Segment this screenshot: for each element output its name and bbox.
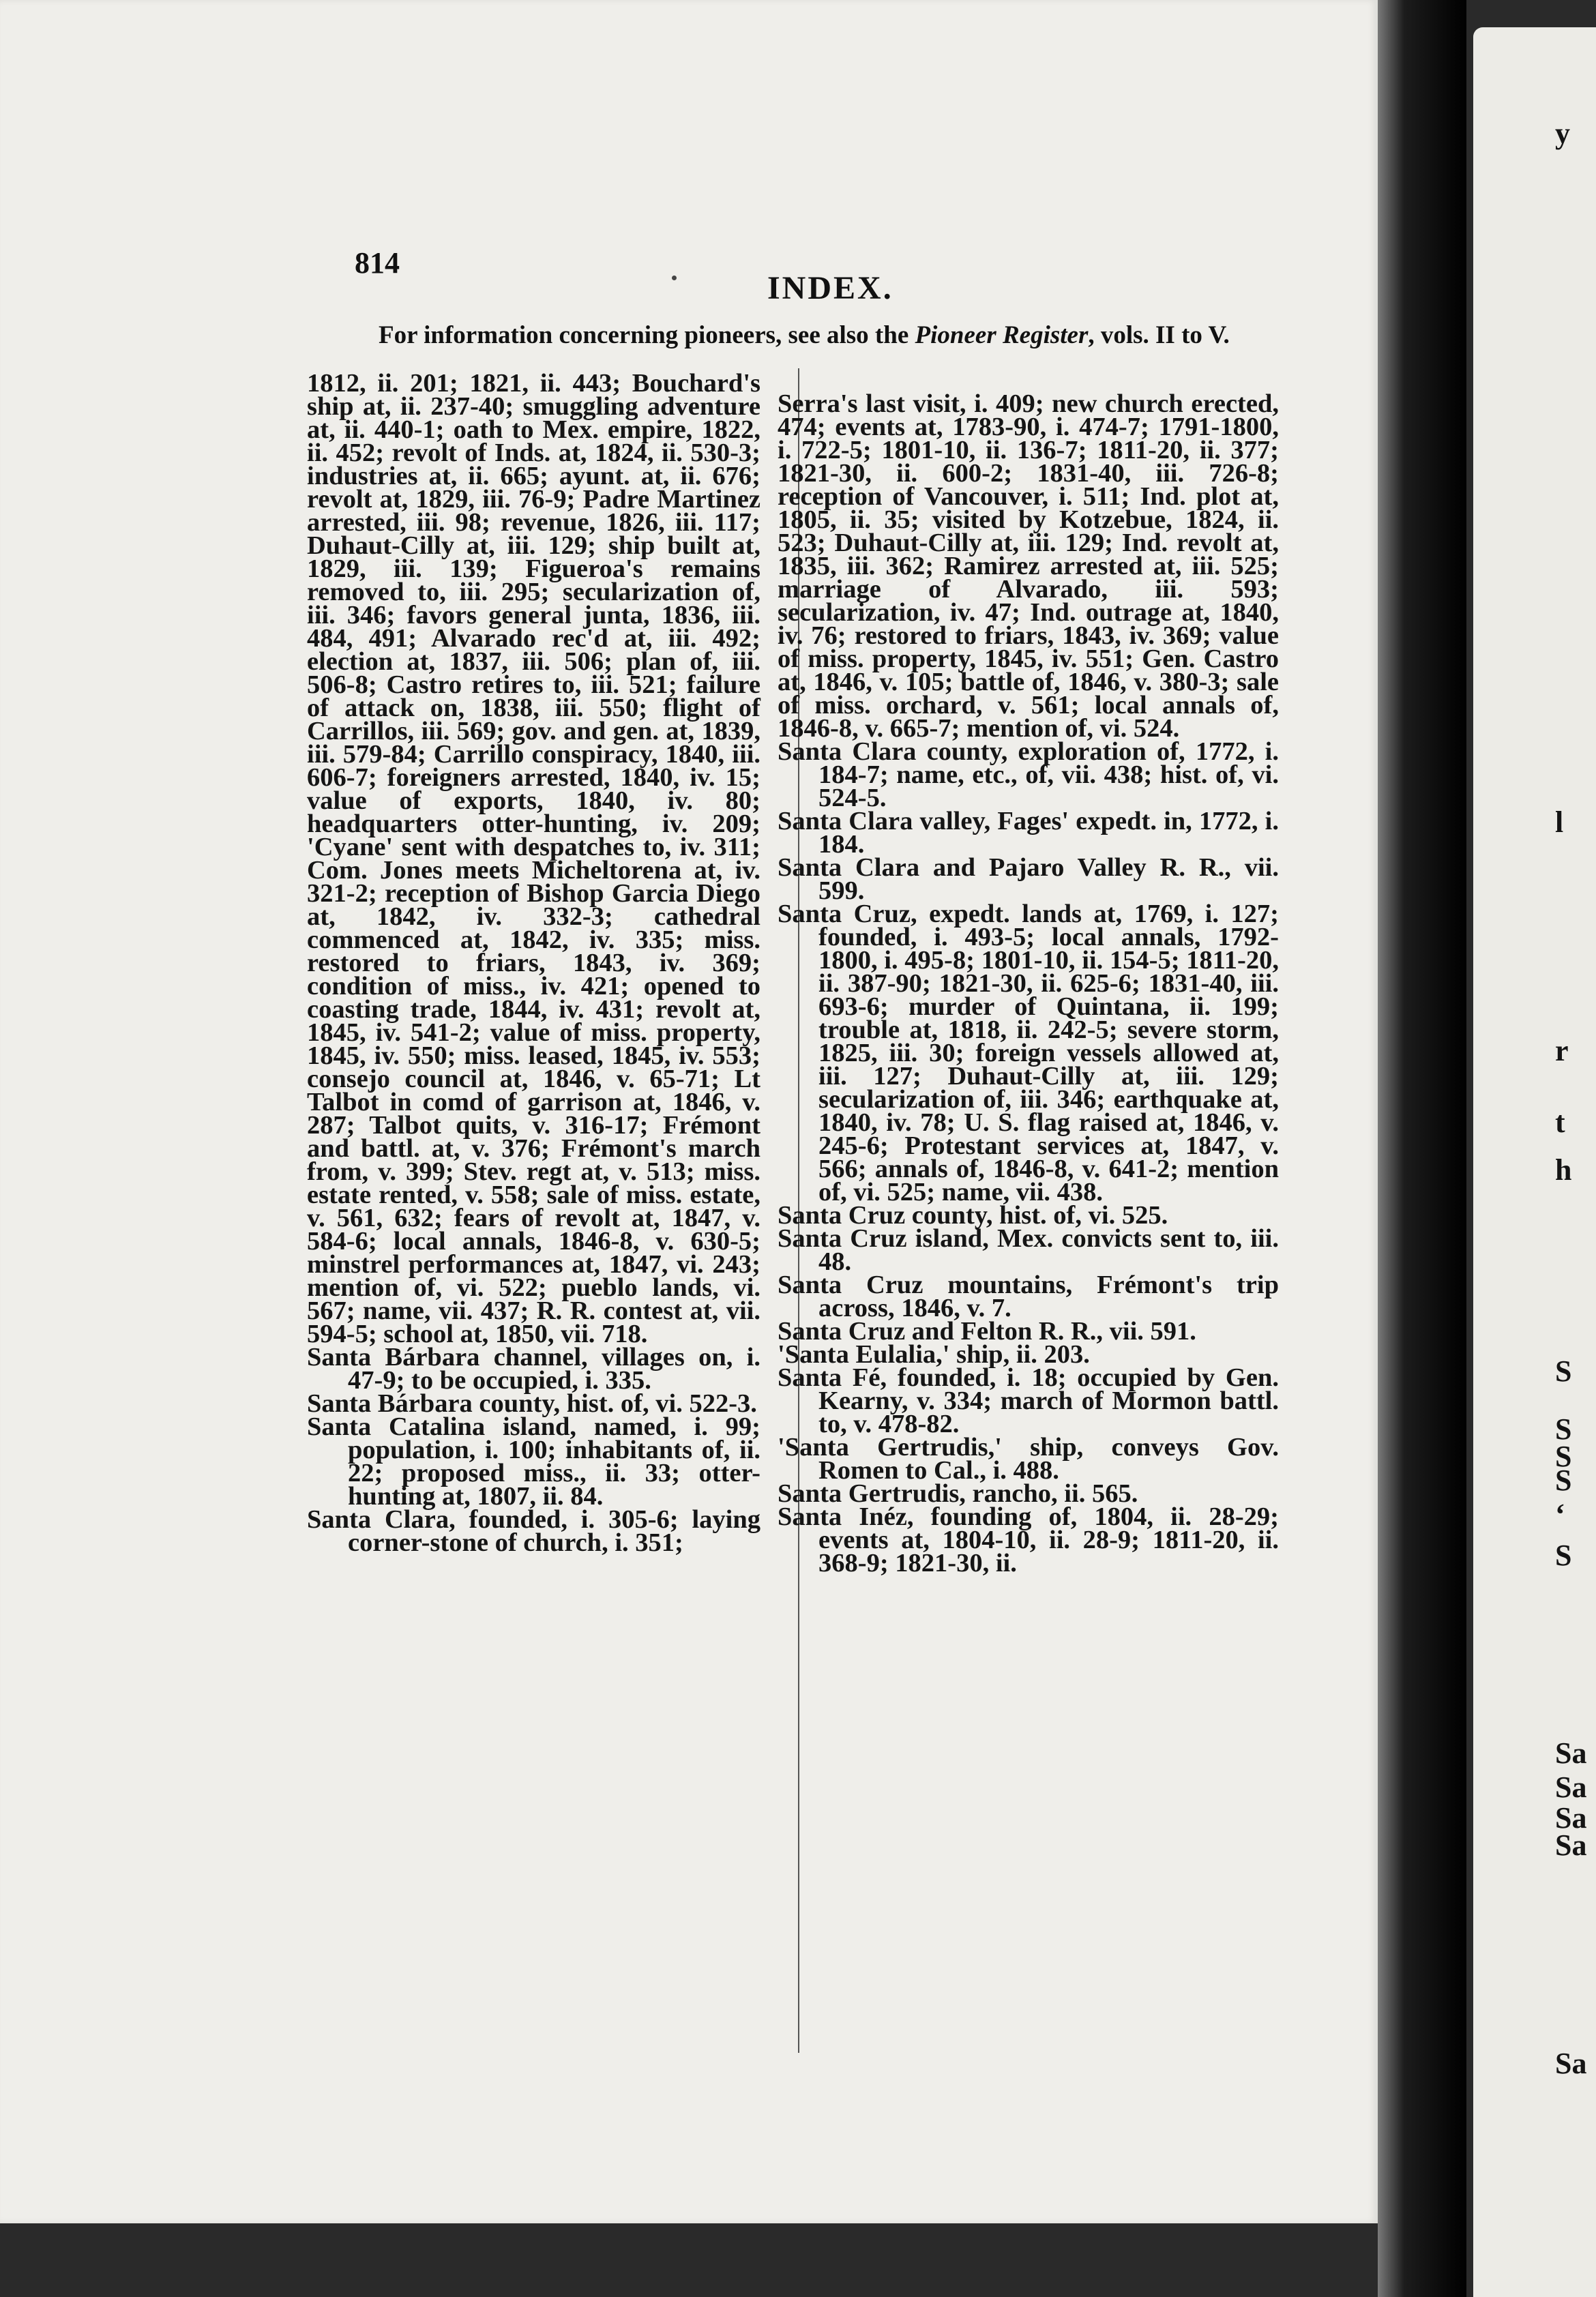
page-number: 814 bbox=[355, 246, 400, 280]
note-suffix: , vols. II to V. bbox=[1088, 321, 1230, 349]
note-title: Pioneer Register bbox=[915, 321, 1089, 349]
facing-page-fragment: S bbox=[1555, 1539, 1572, 1572]
running-head: INDEX. bbox=[767, 270, 893, 306]
facing-page-fragment: Sa bbox=[1555, 1736, 1587, 1770]
index-entry: Santa Clara and Pajaro Valley R. R., vii. 599. bbox=[778, 853, 1279, 905]
index-entry: Santa Clara, founded, i. 305-6; laying corner-stone of church, i. 351; bbox=[307, 1505, 760, 1557]
facing-page-fragment: S bbox=[1555, 1464, 1572, 1497]
facing-page-fragment: S bbox=[1555, 1412, 1572, 1446]
index-entry-continued: Serra's last visit, i. 409; new church erected, 474; events at, 1783-90, i. 474-7; 1791-1800, i. 722-5; 1801-10, ii. 136-7; 1811-20, ii. 377; 1821-30, ii. 600-2; 1831-40, iii. 726-8; reception of Vancouver, i. 511; Ind. plot at, 1805, ii. 35; visited by Kotzebue, 1824, ii. 523; Duhaut-Cilly at, iii. 129; Ind. revolt at, 1835, iii. 362; Ramirez arrested at, iii. 525; marriage of Alvarado, iii. 593; secularization, iv. 47; Ind. outrage at, 1840, iv. 76; restored to friars, 1843, iv. 369; value of miss. property, 1845, iv. 551; Gen. Castro at, 1846, v. 105; battle of, 1846, v. 380-3; sale of miss. orchard, v. 561; local annals of, 1846-8, v. 665-7; mention of, vi. 524. bbox=[778, 389, 1279, 743]
index-entry: Santa Cruz mountains, Frémont's trip across, 1846, v. 7. bbox=[778, 1271, 1279, 1322]
index-entry-continued: 1812, ii. 201; 1821, ii. 443; Bouchard's ship at, ii. 237-40; smuggling adventure at, ii. 440-1; oath to Mex. empire, 1822, ii. 452; revolt of Inds. at, 1824, ii. 530-3; industries at, ii. 665; ayunt. at, ii. 676; revolt at, 1829, iii. 76-9; Padre Martinez arrested, iii. 98; revenue, 1826, iii. 117; Duhaut-Cilly at, iii. 129; ship built at, 1829, iii. 139; Figueroa's remains removed to, iii. 295; secularization of, iii. 346; favors general junta, 1836, iii. 484, 491; Alvarado rec'd at, iii. 492; election at, 1837, iii. 506; plan of, iii. 506-8; Castro retires to, iii. 521; failure of attack on, 1838, iii. 550; flight of Carrillos, iii. 569; gov. and gen. at, 1839, iii. 579-84; Carrillo conspiracy, 1840, iii. 606-7; foreigners arrested, 1840, iv. 15; value of exports, 1840, iv. 80; headquarters otter-hunting, iv. 209; 'Cyane' sent with despatches to, iv. 311; Com. Jones meets Micheltorena at, iv. 321-2; reception of Bishop Garcia Diego at, 1842, iv. 332-3; cathedral commenced at, 1842, iv. 335; miss. restored to friars, 1843, iv. 369; condition of miss., iv. 421; opened to coasting trade, 1844, iv. 431; revolt at, 1845, iv. 541-2; value of miss. property, 1845, iv. 550; miss. leased, 1845, iv. 553; consejo council at, 1846, v. 65-71; Lt Talbot in comd of garrison at, 1846, v. 287; Talbot quits, v. 316-17; Frémont and battl. at, v. 376; Frémont's march from, v. 399; Stev. regt at, v. 513; miss. estate rented, v. 558; sale of miss. estate, v. 561, 632; fears of revolt at, 1847, v. 584-6; local annals, 1846-8, v. 630-5; minstrel performances at, 1847, vi. 243; mention of, vi. 522; pueblo lands, vi. 567; name, vii. 437; R. R. contest at, vii. 594-5; school at, 1850, vii. 718. bbox=[307, 369, 760, 1348]
index-entry: Santa Cruz county, hist. of, vi. 525. bbox=[778, 1201, 1168, 1230]
index-entry: Santa Gertrudis, rancho, ii. 565. bbox=[778, 1479, 1138, 1508]
facing-page-fragment: Sa bbox=[1555, 1770, 1587, 1804]
facing-page-fragment: l bbox=[1555, 805, 1564, 839]
index-entry: Santa Clara valley, Fages' expedt. in, 1772, i. 184. bbox=[778, 807, 1279, 859]
index-entry: Santa Fé, founded, i. 18; occupied by Gen. Kearny, v. 334; march of Mormon battl. to, v. 478-82. bbox=[778, 1363, 1279, 1438]
index-entry: 'Santa Eulalia,' ship, ii. 203. bbox=[778, 1340, 1090, 1369]
index-column-right bbox=[778, 389, 1279, 1577]
facing-page-fragment: r bbox=[1555, 1034, 1569, 1067]
index-entry: Santa Clara county, exploration of, 1772, i. 184-7; name, etc., of, vii. 438; hist. of, vi. 524-5. bbox=[778, 737, 1279, 812]
index-entry: Santa Inéz, founding of, 1804, ii. 28-29; events at, 1804-10, ii. 28-9; 1811-20, ii. 368-9; 1821-30, ii. bbox=[778, 1502, 1279, 1577]
print-speck bbox=[672, 276, 677, 280]
facing-page-fragment: Sa bbox=[1555, 1801, 1587, 1835]
index-entry: Santa Bárbara channel, villages on, i. 47-9; to be occupied, i. 335. bbox=[307, 1343, 760, 1395]
facing-page-fragment: S bbox=[1555, 1440, 1572, 1473]
index-entry: Santa Cruz island, Mex. convicts sent to, iii. 48. bbox=[778, 1224, 1279, 1276]
index-entry: Santa Bárbara county, hist. of, vi. 522-3. bbox=[307, 1389, 757, 1418]
index-column-left bbox=[307, 369, 760, 1557]
pioneer-register-note bbox=[379, 321, 1272, 350]
facing-page-fragment: Sa bbox=[1555, 2047, 1587, 2080]
facing-page-fragment: Sa bbox=[1555, 1828, 1587, 1862]
facing-page-fragment: y bbox=[1555, 117, 1570, 150]
facing-page-fragment: ‘ bbox=[1555, 1498, 1565, 1531]
index-entry: Santa Cruz, expedt. lands at, 1769, i. 127; founded, i. 493-5; local annals, 1792-1800, i. 495-8; 1801-10, ii. 154-5; 1811-20, ii. 387-90; 1821-30, ii. 625-6; 1831-40, iii. 693-6; murder of Quintana, ii. 199; trouble at, 1818, ii. 242-5; severe storm, 1825, iii. 30; foreign vessels allowed at, iii. 127; Duhaut-Cilly at, iii. 129; secularization of, iii. 346; earthquake at, 1840, iv. 78; U. S. flag raised at, 1846, v. 245-6; Protestant services at, 1847, v. 566; annals of, 1846-8, v. 641-2; mention of, vi. 525; name, vii. 438. bbox=[778, 900, 1279, 1206]
book-gutter bbox=[1378, 0, 1466, 2297]
note-prefix: For information concerning pioneers, see also the bbox=[379, 321, 915, 349]
index-entry: Santa Cruz and Felton R. R., vii. 591. bbox=[778, 1317, 1196, 1346]
facing-page-edge bbox=[1473, 27, 1596, 2297]
facing-page-fragment: h bbox=[1555, 1153, 1572, 1187]
index-entry: 'Santa Gertrudis,' ship, conveys Gov. Romen to Cal., i. 488. bbox=[778, 1433, 1279, 1485]
facing-page-fragment: S bbox=[1555, 1354, 1572, 1388]
facing-page-fragment: t bbox=[1555, 1106, 1565, 1139]
index-entry: Santa Catalina island, named, i. 99; population, i. 100; inhabitants of, ii. 22; proposed miss., ii. 33; otter-hunting at, 1807, ii. 84. bbox=[307, 1412, 760, 1511]
